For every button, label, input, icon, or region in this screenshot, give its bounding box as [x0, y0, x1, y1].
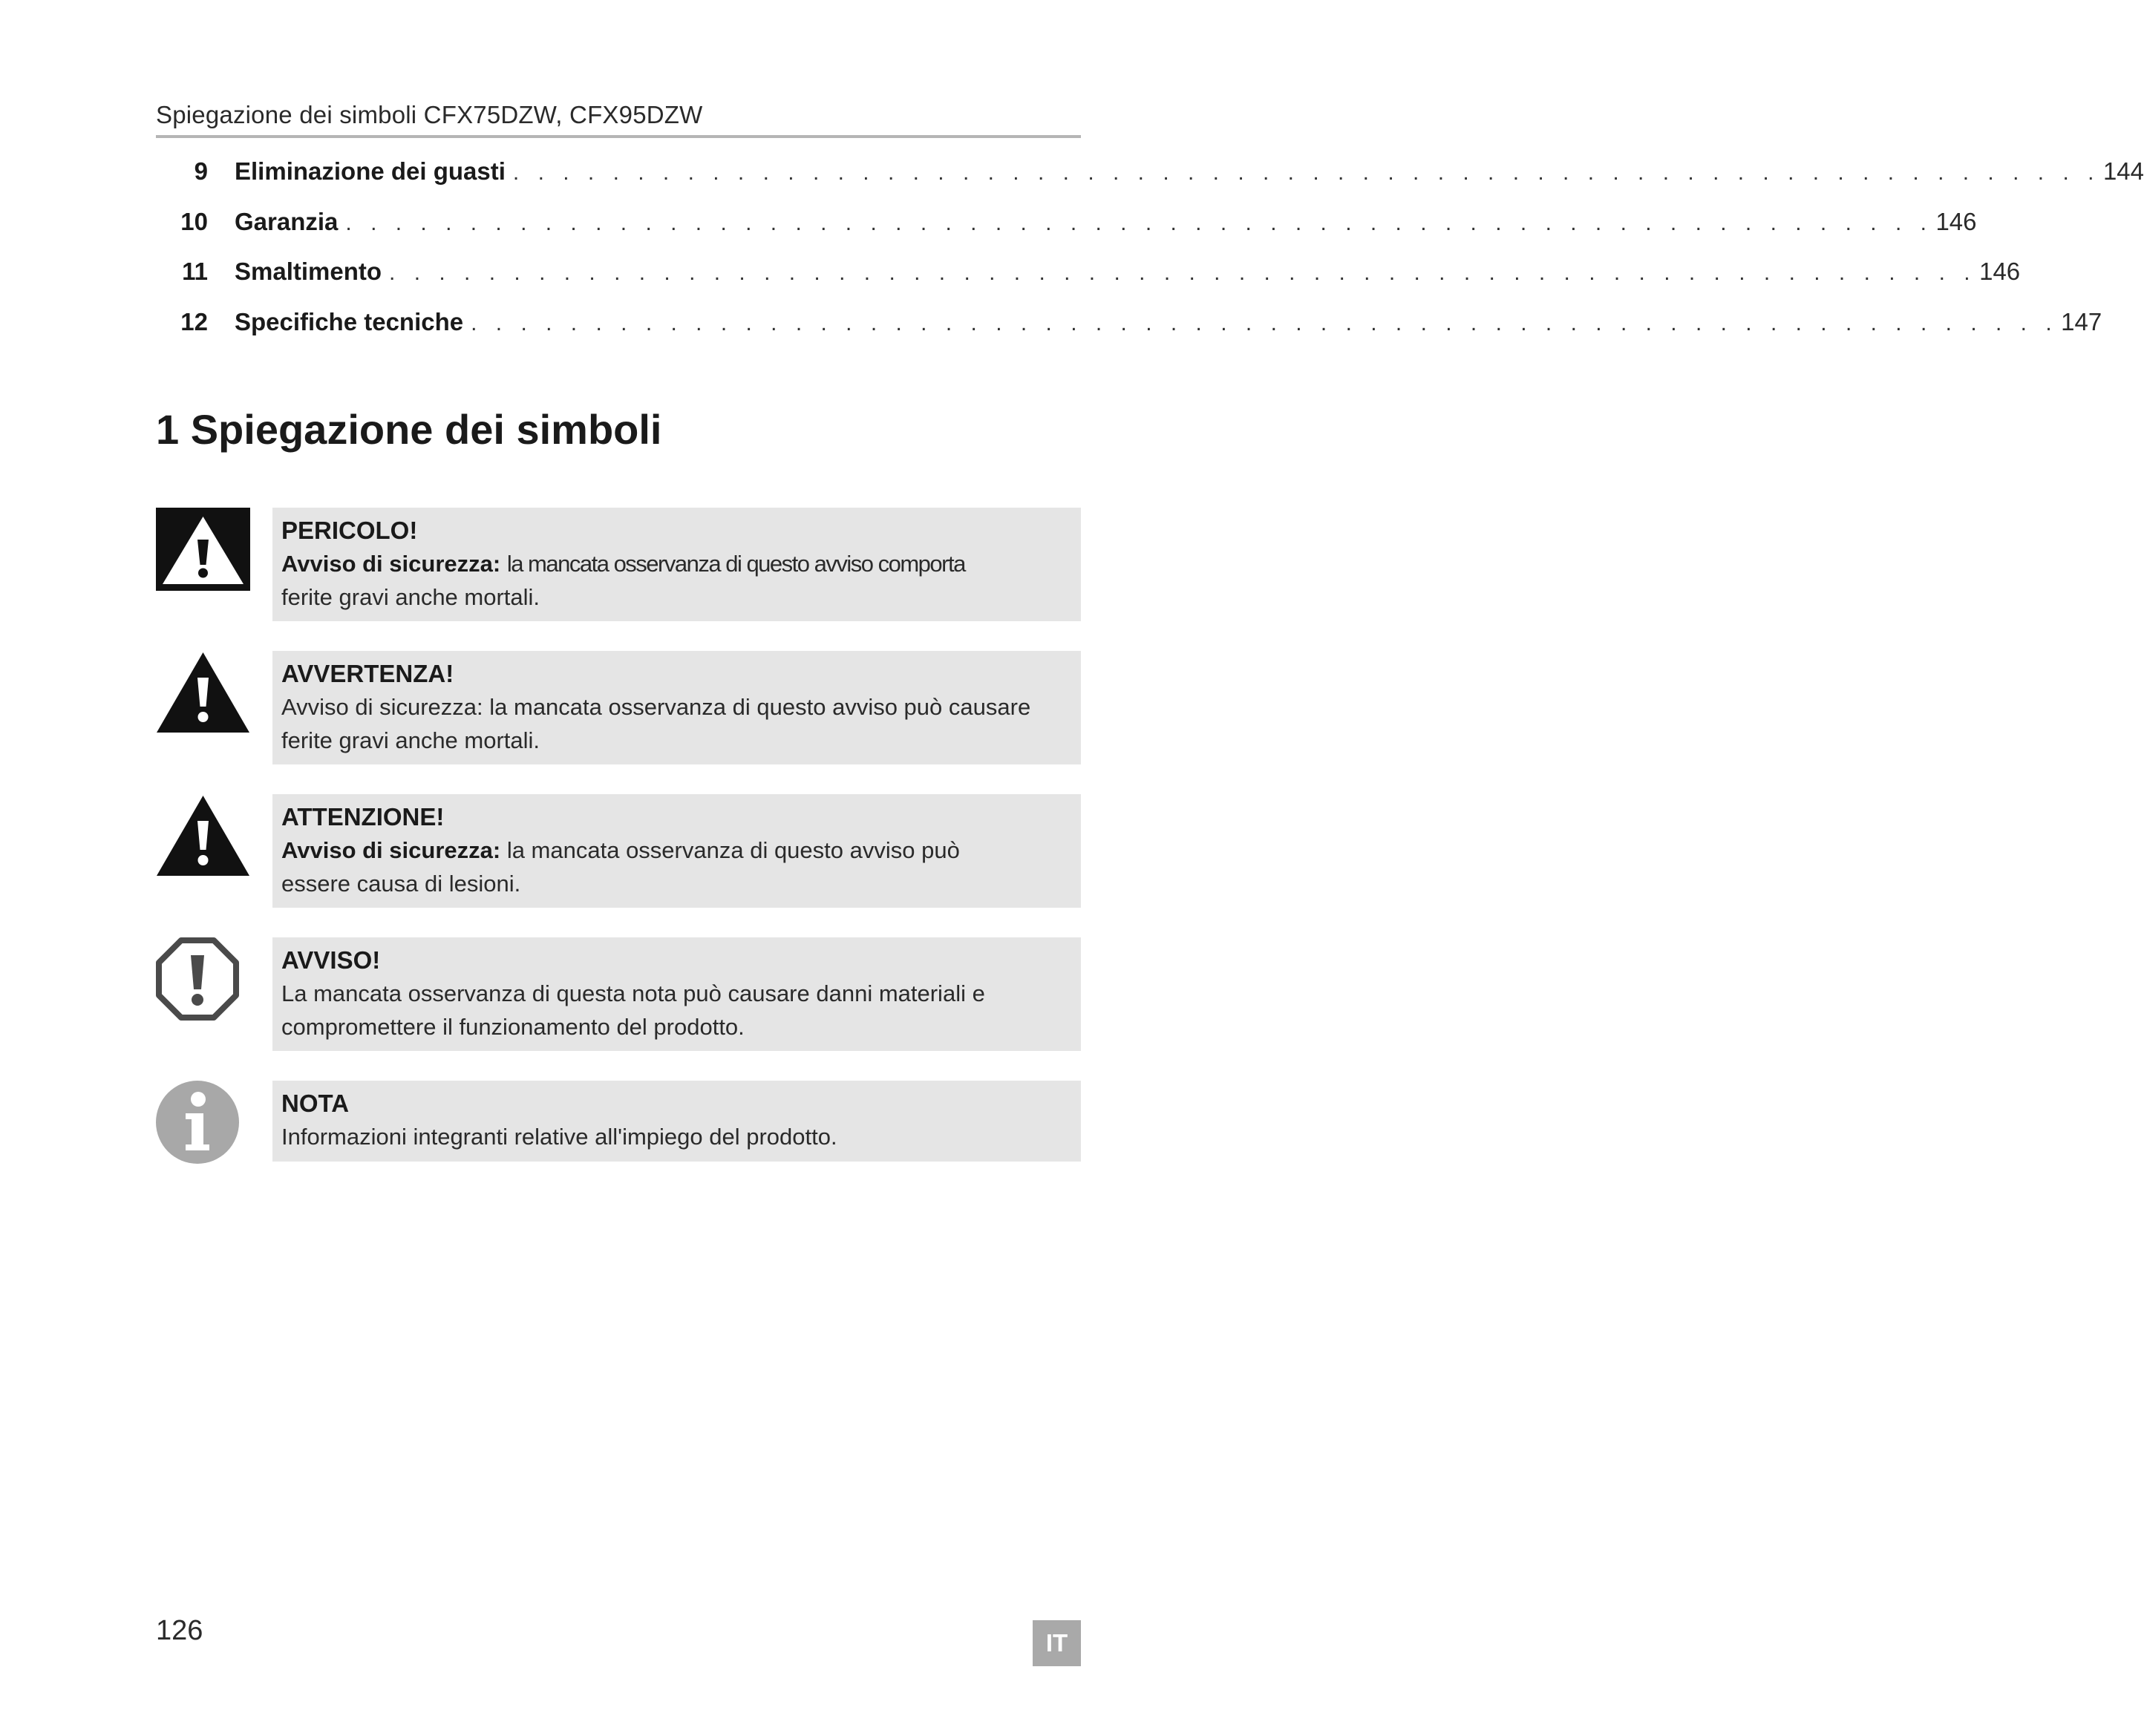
danger-warning-triangle-icon: [156, 508, 250, 595]
notice-text: Avviso di sicurezza: la mancata osservanza di questo avviso può causare: [281, 694, 1031, 720]
warning-triangle-icon: [156, 651, 250, 738]
notice-text: Informazioni integranti relative all'impiego del prodotto.: [281, 1124, 837, 1150]
notice-notice-box: [272, 937, 1081, 1051]
notice-warning-box: [272, 651, 1081, 764]
notice-text: la mancata osservanza di questo avviso comporta: [506, 551, 965, 577]
toc-entry[interactable]: [156, 258, 2021, 308]
language-badge: IT: [1033, 1620, 1081, 1666]
toc-entry[interactable]: [156, 207, 1977, 258]
running-header: [156, 98, 1081, 138]
toc-entry-page: 146: [1935, 207, 1977, 235]
notice-caution-box: [272, 794, 1081, 908]
running-title: Spiegazione dei simboli CFX75DZW, CFX95DZW: [156, 101, 703, 128]
toc-entry-number: 11: [182, 258, 208, 285]
notice-text: compromettere il funzionamento del prodotto.: [281, 1014, 745, 1040]
notice-text: la mancata osservanza di questo avviso può: [506, 837, 960, 863]
section-title: 1 Spiegazione dei simboli: [156, 406, 662, 453]
toc-entry[interactable]: [156, 157, 2144, 208]
toc-entry-number: 9: [194, 157, 208, 185]
notice-danger-box: [272, 508, 1081, 621]
info-circle-icon: [156, 1081, 239, 1167]
table-of-contents: [156, 157, 2144, 358]
notice-heading: AVVISO!: [281, 946, 381, 974]
toc-entry-number: 12: [180, 307, 208, 335]
toc-dot-leader: . . . . . . . . . . . . . . . . . . . . . . . . . . . . . . . . . . . . . . . . . . . . . . . . . . . . . . . . . . . . . . . .: [389, 261, 1977, 285]
toc-dot-leader: . . . . . . . . . . . . . . . . . . . . . . . . . . . . . . . . . . . . . . . . . . . . . . . . . . . . . . . . . . . . . . . .: [471, 310, 2059, 335]
toc-entry-title: Garanzia: [235, 207, 339, 235]
toc-entry-page: 144: [2102, 157, 2144, 185]
notice-lead: Avviso di sicurezza:: [281, 551, 501, 577]
toc-entry-title: Specifiche tecniche: [235, 307, 464, 335]
notice-lead: Avviso di sicurezza:: [281, 837, 501, 863]
notice-octagon-icon: [156, 937, 239, 1024]
notice-heading: AVVERTENZA!: [281, 660, 454, 687]
toc-entry-page: 146: [1979, 258, 2021, 285]
notice-heading: NOTA: [281, 1090, 350, 1117]
toc-entry-title: Eliminazione dei guasti: [235, 157, 506, 185]
notice-note-box: [272, 1081, 1081, 1162]
toc-entry-page: 147: [2061, 307, 2102, 335]
toc-dot-leader: . . . . . . . . . . . . . . . . . . . . . . . . . . . . . . . . . . . . . . . . . . . . . . . . . . . . . . . . . . . . . . . .: [512, 160, 2100, 185]
notice-heading: ATTENZIONE!: [281, 803, 445, 831]
toc-dot-leader: . . . . . . . . . . . . . . . . . . . . . . . . . . . . . . . . . . . . . . . . . . . . . . . . . . . . . . . . . . . . . . . .: [345, 210, 1933, 235]
toc-entry-number: 10: [180, 207, 208, 235]
page-number: 126: [156, 1615, 203, 1646]
caution-triangle-icon: [156, 794, 250, 881]
notice-text: essere causa di lesioni.: [281, 871, 521, 897]
toc-entry-title: Smaltimento: [235, 258, 382, 285]
notice-text: ferite gravi anche mortali.: [281, 584, 540, 610]
toc-entry[interactable]: [156, 307, 2102, 358]
notice-text: ferite gravi anche mortali.: [281, 727, 540, 753]
notice-heading: PERICOLO!: [281, 517, 418, 544]
notice-text: La mancata osservanza di questa nota può causare danni materiali e: [281, 980, 985, 1006]
